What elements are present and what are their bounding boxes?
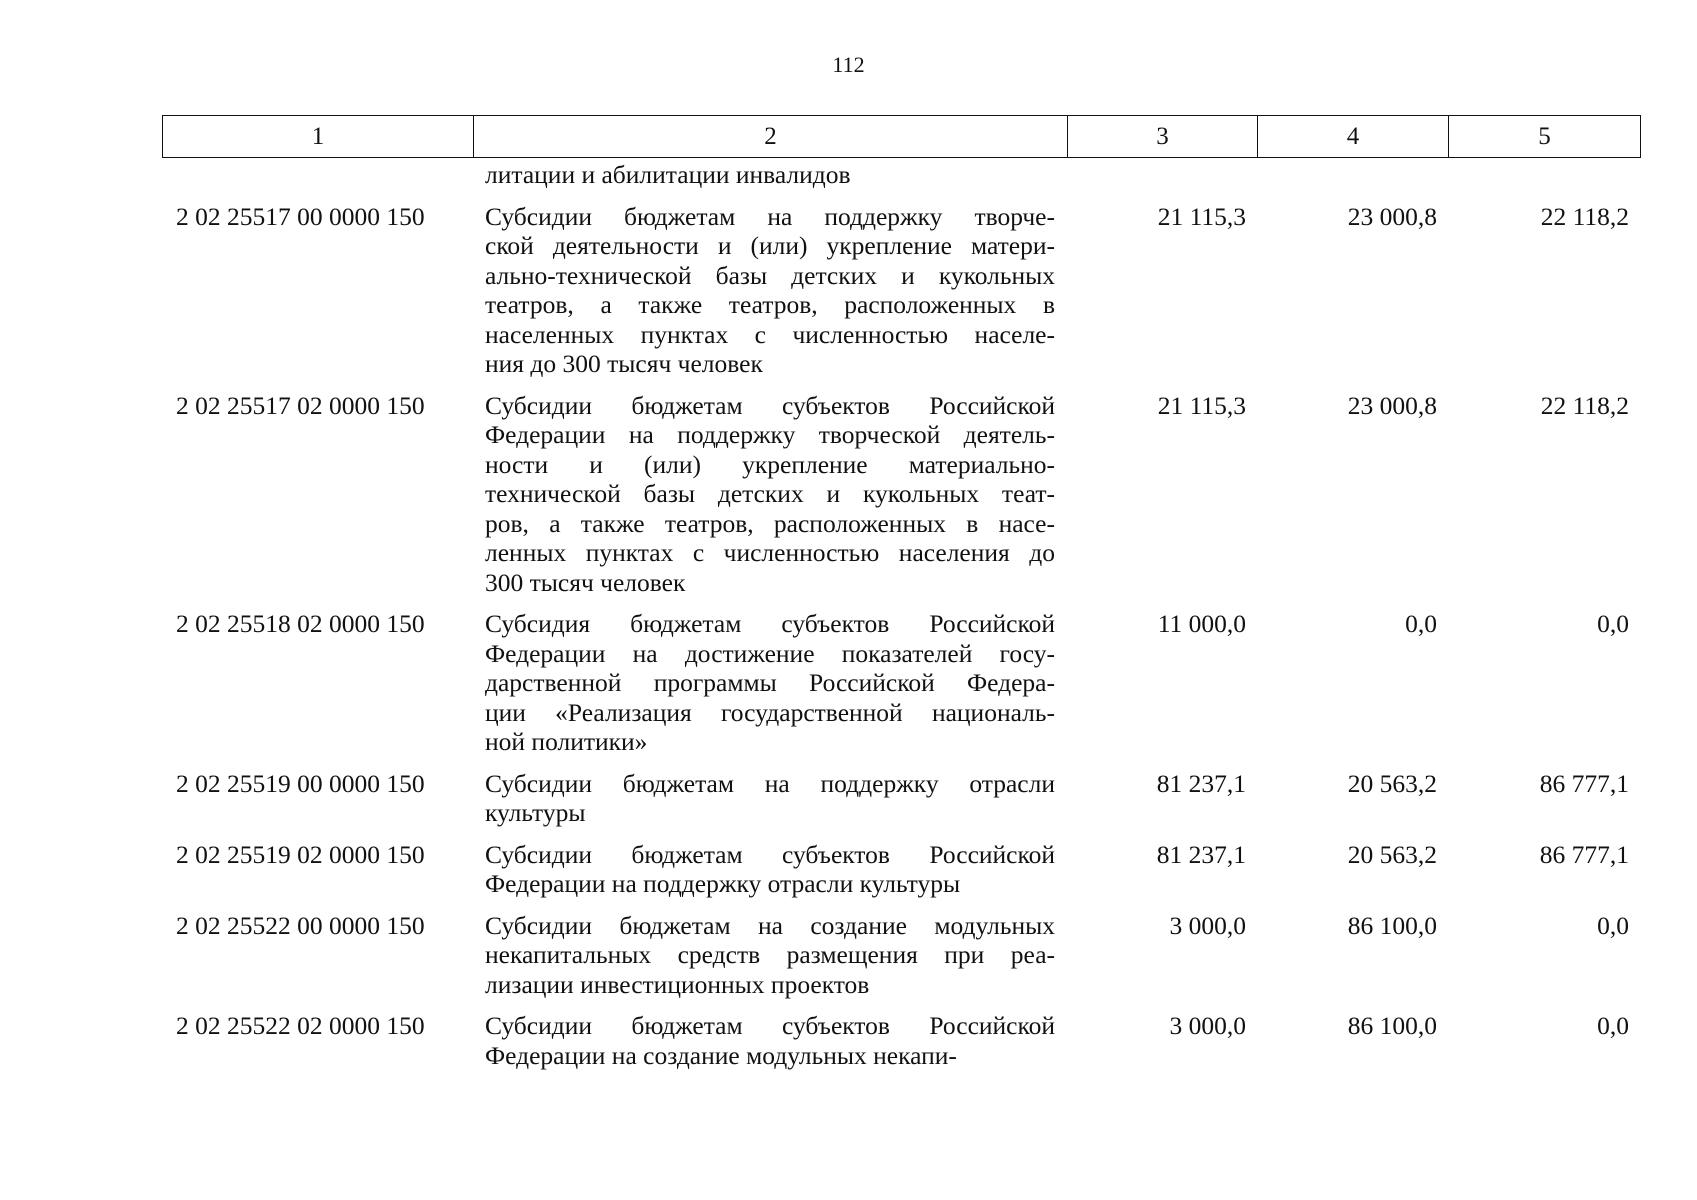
description-line: Субсидии бюджетам на поддержку творче-	[485, 201, 1055, 231]
row-code: 2 02 25522 00 0000 150	[176, 910, 425, 940]
row-code: 2 02 25517 00 0000 150	[176, 201, 425, 231]
table-row	[162, 840, 1640, 911]
row-value-col3: 21 115,3	[1157, 390, 1246, 420]
header-col-5: 5	[1449, 116, 1641, 158]
description-line: ции «Реализация государственной националь-	[485, 697, 1055, 727]
row-code: 2 02 25518 02 0000 150	[176, 609, 425, 638]
description-line: населенных пунктах с численностью населе-	[485, 319, 1055, 349]
row-code: 2 02 25519 00 0000 150	[176, 768, 425, 798]
row-value-col3: 81 237,1	[1156, 839, 1246, 869]
description-line: 300 тысяч человек	[485, 567, 686, 597]
description-line: Субсидии бюджетам на поддержку отрасли	[485, 768, 1055, 798]
row-description	[473, 391, 1067, 610]
header-col-1: 1	[163, 116, 474, 158]
description-line: дарственной программы Российской Федера-	[485, 668, 1055, 697]
description-line: ально-технической базы детских и кукольных	[485, 260, 1055, 290]
continuation-row	[162, 160, 1640, 202]
table-row	[162, 769, 1640, 840]
description-line: Субсидии бюджетам субъектов Российской	[485, 839, 1055, 869]
row-code: 2 02 25522 02 0000 150	[176, 1011, 425, 1040]
table-body	[162, 160, 1640, 1082]
row-code: 2 02 25517 02 0000 150	[176, 390, 425, 420]
description-line: ности и (или) укрепление материально-	[485, 449, 1055, 479]
header-col-4: 4	[1258, 116, 1449, 158]
table-row	[162, 202, 1640, 391]
description-line: Федерации на создание модульных некапи-	[485, 1040, 957, 1070]
row-value-col3: 21 115,3	[1157, 201, 1246, 231]
table-row	[162, 911, 1640, 1012]
description-line: ленных пунктах с численностью населения до	[485, 538, 1055, 567]
table-row	[162, 391, 1640, 610]
row-value-col3: 11 000,0	[1157, 609, 1246, 638]
table-row	[162, 1011, 1640, 1082]
row-description	[473, 202, 1067, 391]
column-number-header	[162, 115, 1641, 158]
row-value-col5: 22 118,2	[1540, 201, 1629, 231]
row-value-col5: 86 777,1	[1539, 839, 1629, 869]
row-description	[473, 840, 1067, 911]
description-line: Федерации на поддержку отрасли культуры	[485, 869, 961, 898]
row-code: 2 02 25519 02 0000 150	[176, 839, 425, 869]
page-number: 112	[832, 52, 865, 77]
description-line: лизации инвестиционных проектов	[485, 969, 870, 999]
description-line: Субсидии бюджетам на создание модульных	[485, 910, 1055, 940]
description-line: технической базы детских и кукольных теат-	[485, 479, 1055, 508]
description-line: культуры	[485, 798, 586, 827]
row-value-col4: 23 000,8	[1347, 201, 1437, 231]
row-value-col4: 23 000,8	[1347, 390, 1437, 420]
row-value-col4: 86 100,0	[1347, 1011, 1437, 1040]
description-line: Субсидия бюджетам субъектов Российской	[485, 609, 1055, 638]
row-value-col3: 3 000,0	[1169, 910, 1246, 940]
header-col-3: 3	[1068, 116, 1258, 158]
row-value-col5: 0,0	[1597, 609, 1629, 638]
description-line: Субсидии бюджетам субъектов Российской	[485, 390, 1055, 420]
row-description	[473, 609, 1067, 769]
header-col-2: 2	[474, 116, 1068, 158]
row-description	[473, 911, 1067, 1012]
row-value-col4: 20 563,2	[1347, 768, 1437, 798]
header-row	[163, 116, 1641, 158]
description-line: театров, а также театров, расположенных в	[485, 290, 1055, 319]
row-value-col4: 0,0	[1405, 609, 1437, 638]
description-line: Субсидии бюджетам субъектов Российской	[485, 1011, 1055, 1040]
row-value-col3: 81 237,1	[1156, 768, 1246, 798]
description-line: ния до 300 тысяч человек	[485, 349, 763, 378]
row-value-col5: 86 777,1	[1539, 768, 1629, 798]
description-line: Федерации на поддержку творческой деятель-	[485, 420, 1055, 449]
continuation-text: литации и абилитации инвалидов	[485, 160, 851, 189]
description-line: ской деятельности и (или) укрепление матери-	[485, 231, 1055, 260]
description-line: ной политики»	[485, 727, 648, 756]
row-value-col4: 86 100,0	[1347, 910, 1437, 940]
description-line: ров, а также театров, расположенных в насе-	[485, 508, 1055, 538]
row-description	[473, 769, 1067, 840]
row-value-col4: 20 563,2	[1347, 839, 1437, 869]
table-row	[162, 609, 1640, 769]
budget-table	[162, 160, 1640, 1082]
row-value-col3: 3 000,0	[1169, 1011, 1246, 1040]
row-value-col5: 0,0	[1597, 910, 1629, 940]
description-line: некапитальных средств размещения при реа-	[485, 940, 1055, 969]
description-line: Федерации на достижение показателей госу-	[485, 638, 1055, 668]
row-value-col5: 22 118,2	[1540, 390, 1629, 420]
row-value-col5: 0,0	[1597, 1011, 1629, 1040]
row-description	[473, 1011, 1067, 1082]
